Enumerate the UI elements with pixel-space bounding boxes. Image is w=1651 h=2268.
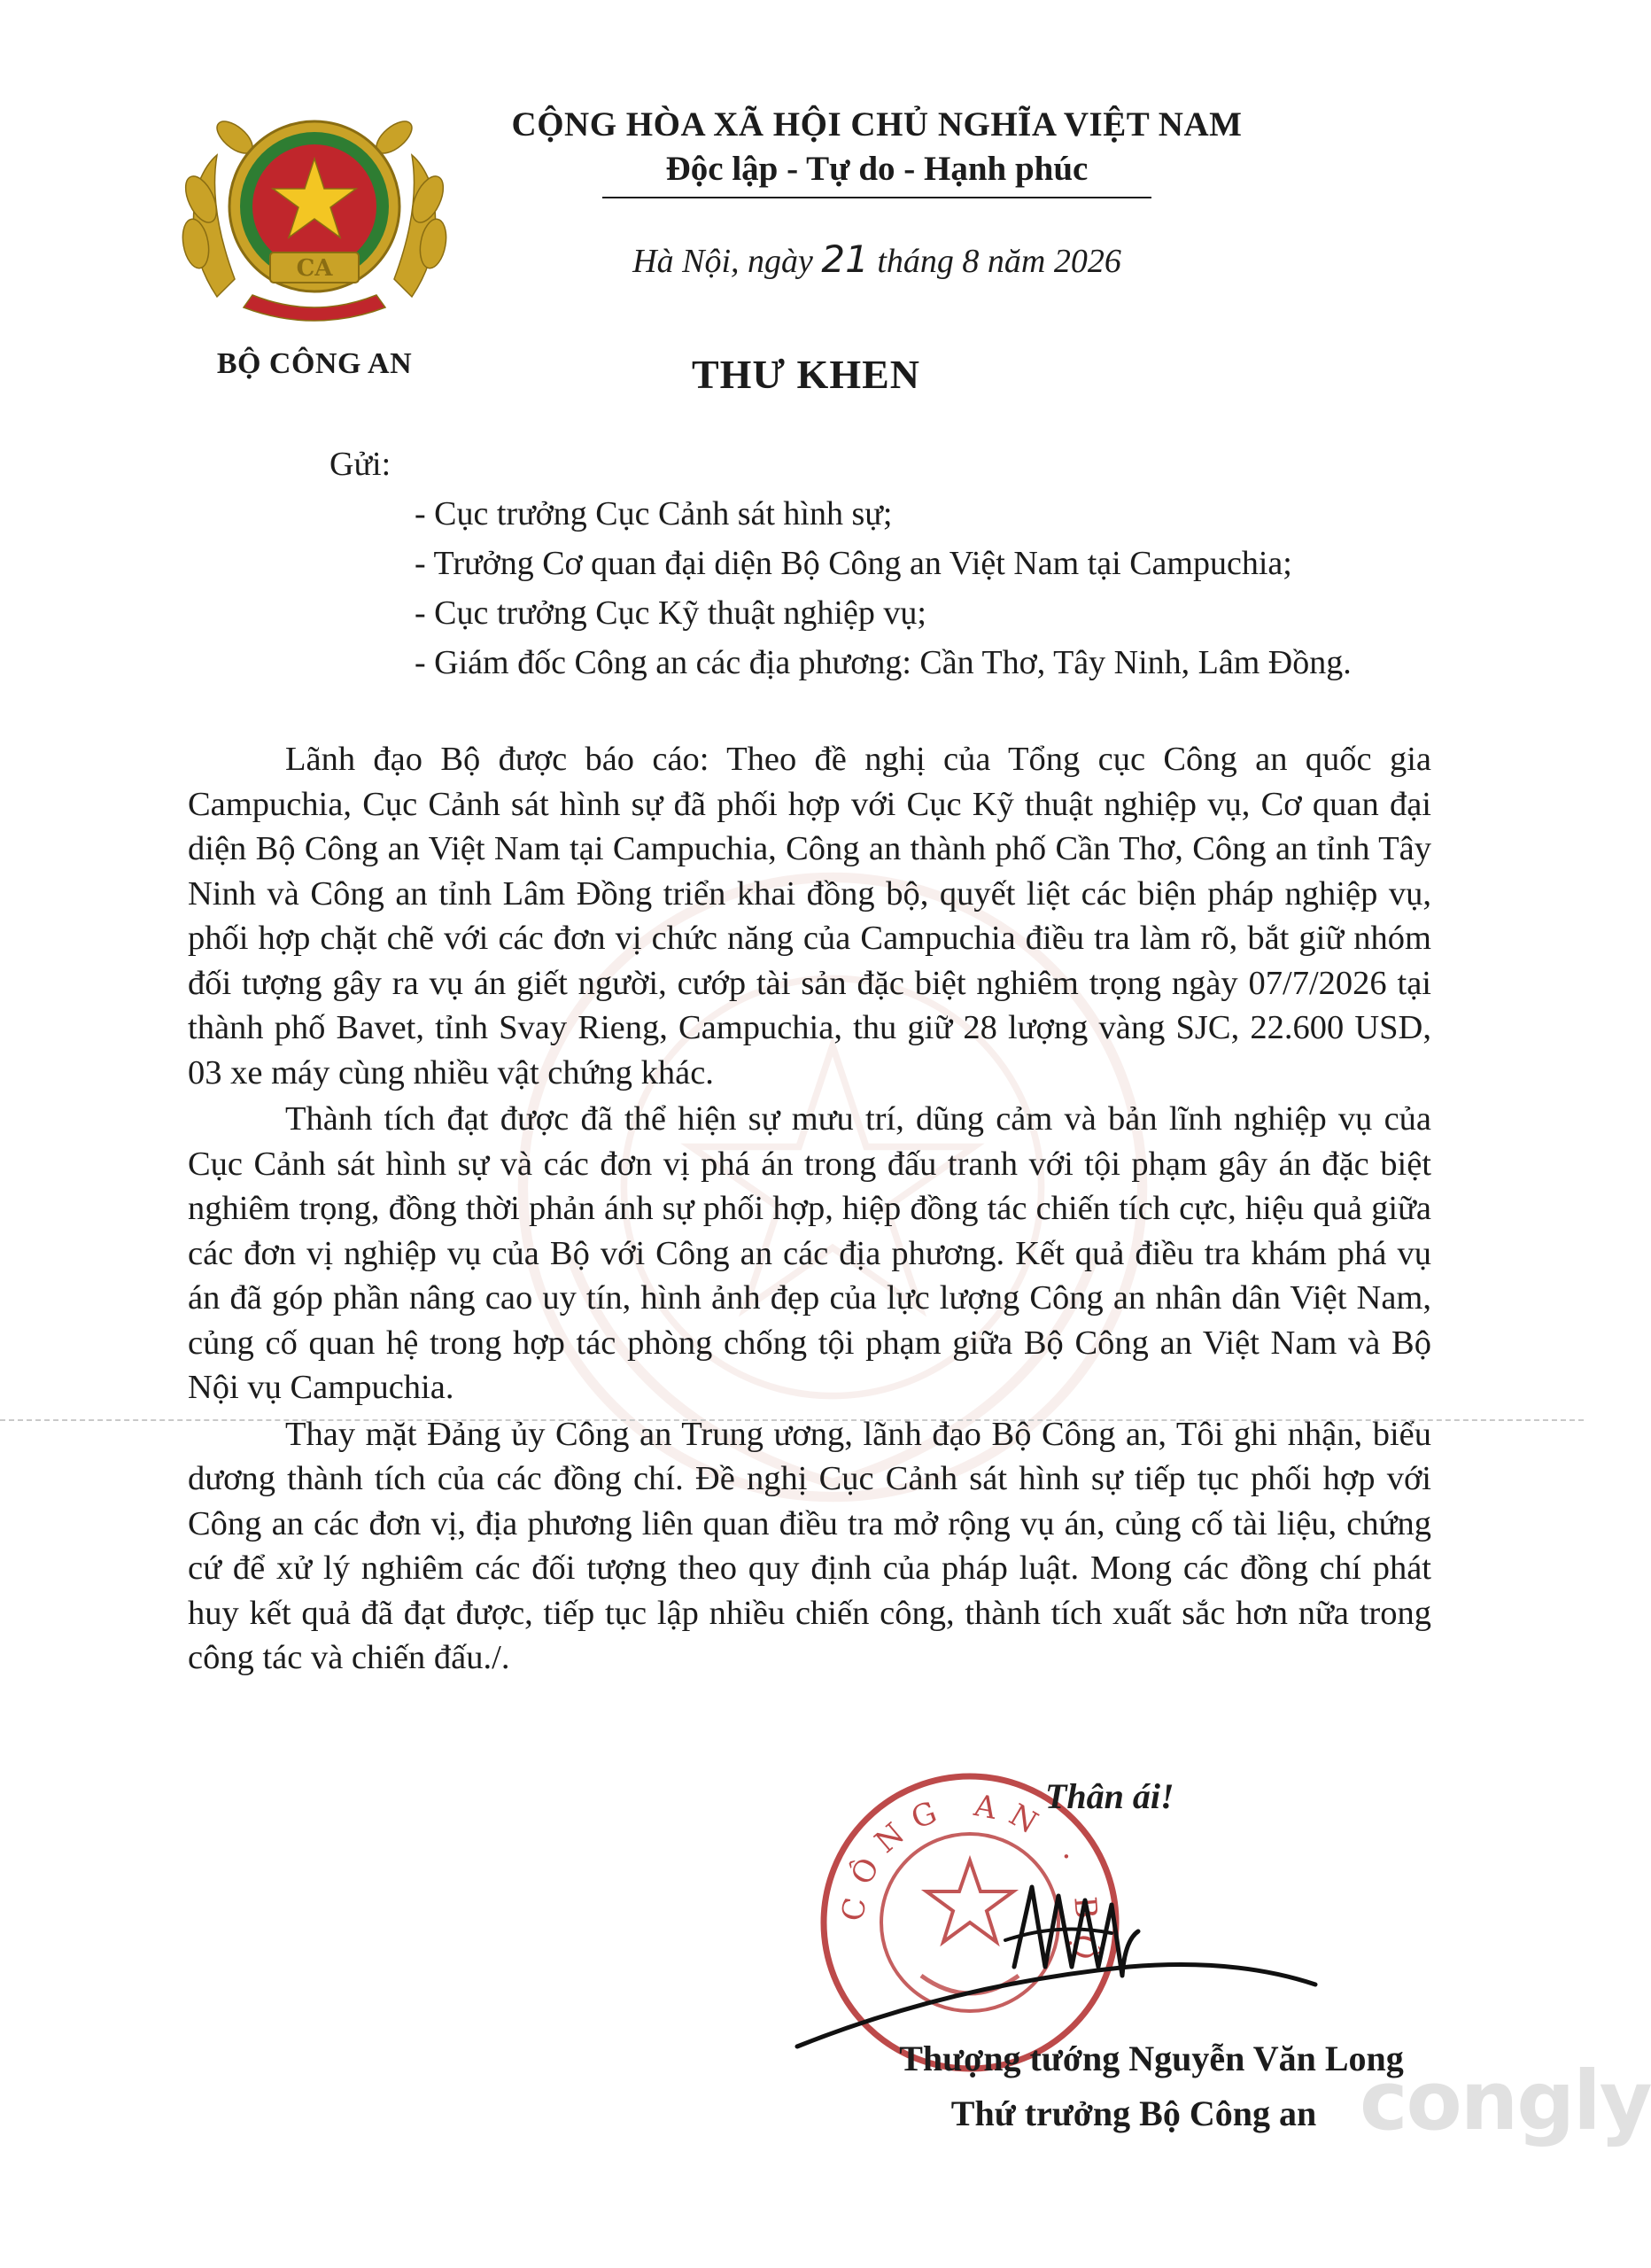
- date-suffix: tháng 8 năm 2026: [877, 243, 1121, 280]
- nation-name: CỘNG HÒA XÃ HỘI CHỦ NGHĨA VIỆT NAM: [511, 105, 1243, 144]
- recipient-item: - Cục trưởng Cục Kỹ thuật nghiệp vụ;: [415, 594, 926, 632]
- body-paragraph: Lãnh đạo Bộ được báo cáo: Theo đề nghị của Tổng cục Công an quốc gia Campuchia, Cục Cảnh sát hình sự đã phối hợp với Cục Kỹ thuật nghiệp vụ, Cơ quan đại diện Bộ Công an Việt Nam tại Campuchia, Công an thành phố Cần Thơ, Công an tỉnh Tây Ninh và Công an tỉnh Lâm Đồng triển khai đồng bộ, quyết liệt các biện pháp nghiệp vụ, phối hợp chặt chẽ với các đơn vị chức năng của Campuchia điều tra làm rõ, bắt giữ nhóm đối tượng gây ra vụ án giết người, cướp tài sản đặc biệt nghiêm trọng ngày 07/7/2026 tại thành phố Bavet, tỉnh Svay Rieng, Campuchia, thu giữ 28 lượng vàng SJC, 22.600 USD, 03 xe máy cùng nhiều vật chứng khác.: [188, 741, 1431, 1091]
- svg-text:CA: CA: [296, 255, 333, 282]
- date-day: 21: [821, 237, 869, 281]
- signer-name: Thượng tướng Nguyễn Văn Long: [899, 2039, 1404, 2078]
- date-prefix: Hà Nội, ngày: [632, 243, 813, 280]
- national-motto: Độc lập - Tự do - Hạnh phúc: [665, 150, 1089, 188]
- recipient-item: - Cục trưởng Cục Cảnh sát hình sự;: [415, 495, 893, 532]
- document-title: THƯ KHEN: [691, 352, 921, 397]
- site-watermark: congly: [1360, 2054, 1651, 2148]
- letter-body: [188, 737, 1431, 1682]
- recipients-label: Gửi:: [329, 446, 391, 483]
- body-paragraph: Thành tích đạt được đã thể hiện sự mưu trí, dũng cảm và bản lĩnh nghiệp vụ của Cục Cảnh sát hình sự và các đơn vị phá án trong đấu tranh với tội phạm gây án đặc biệt nghiêm trọng, đồng thời phản ánh sự phối hợp, hiệp đồng tác chiến tích cực, hiệu quả giữa các đơn vị nghiệp vụ của Bộ với Công an các địa phương. Kết quả điều tra khám phá vụ án đã góp phần nâng cao uy tín, hình ảnh đẹp của lực lượng Công an nhân dân Việt Nam, củng cố quan hệ trong hợp tác phòng chống tội phạm giữa Bộ Công an Việt Nam và Bộ Nội vụ Campuchia.: [188, 1100, 1431, 1406]
- handwritten-signature-icon: [793, 1834, 1324, 2064]
- motto-underline: [602, 197, 1151, 198]
- seal-text: CÔNG AN · BỘ: [834, 1788, 1105, 1976]
- closing-salutation: Thân ái!: [1045, 1776, 1174, 1816]
- recipient-list: [415, 489, 1352, 687]
- ministry-name: BỘ CÔNG AN: [216, 347, 413, 380]
- scan-fold-line: [0, 1419, 1584, 1421]
- dateline: [531, 237, 1222, 281]
- body-paragraph: Thay mặt Đảng ủy Công an Trung ương, lãnh đạo Bộ Công an, Tôi ghi nhận, biểu dương thành tích của các đồng chí. Đề nghị Cục Cảnh sát hình sự tiếp tục phối hợp với Công an các đơn vị, địa phương liên quan điều tra mở rộng vụ án, củng cố tài liệu, chứng cứ để xử lý nghiêm các đối tượng theo quy định của pháp luật. Mong các đồng chí phát huy kết quả đã đạt được, tiếp tục lập nhiều chiến công, thành tích xuất sắc hơn nữa trong công tác và chiến đấu./.: [188, 1415, 1431, 1676]
- recipient-item: - Trưởng Cơ quan đại diện Bộ Công an Việt Nam tại Campuchia;: [415, 545, 1292, 582]
- recipient-item: - Giám đốc Công an các địa phương: Cần Thơ, Tây Ninh, Lâm Đồng.: [415, 644, 1352, 681]
- signer-title: Thứ trưởng Bộ Công an: [950, 2093, 1317, 2133]
